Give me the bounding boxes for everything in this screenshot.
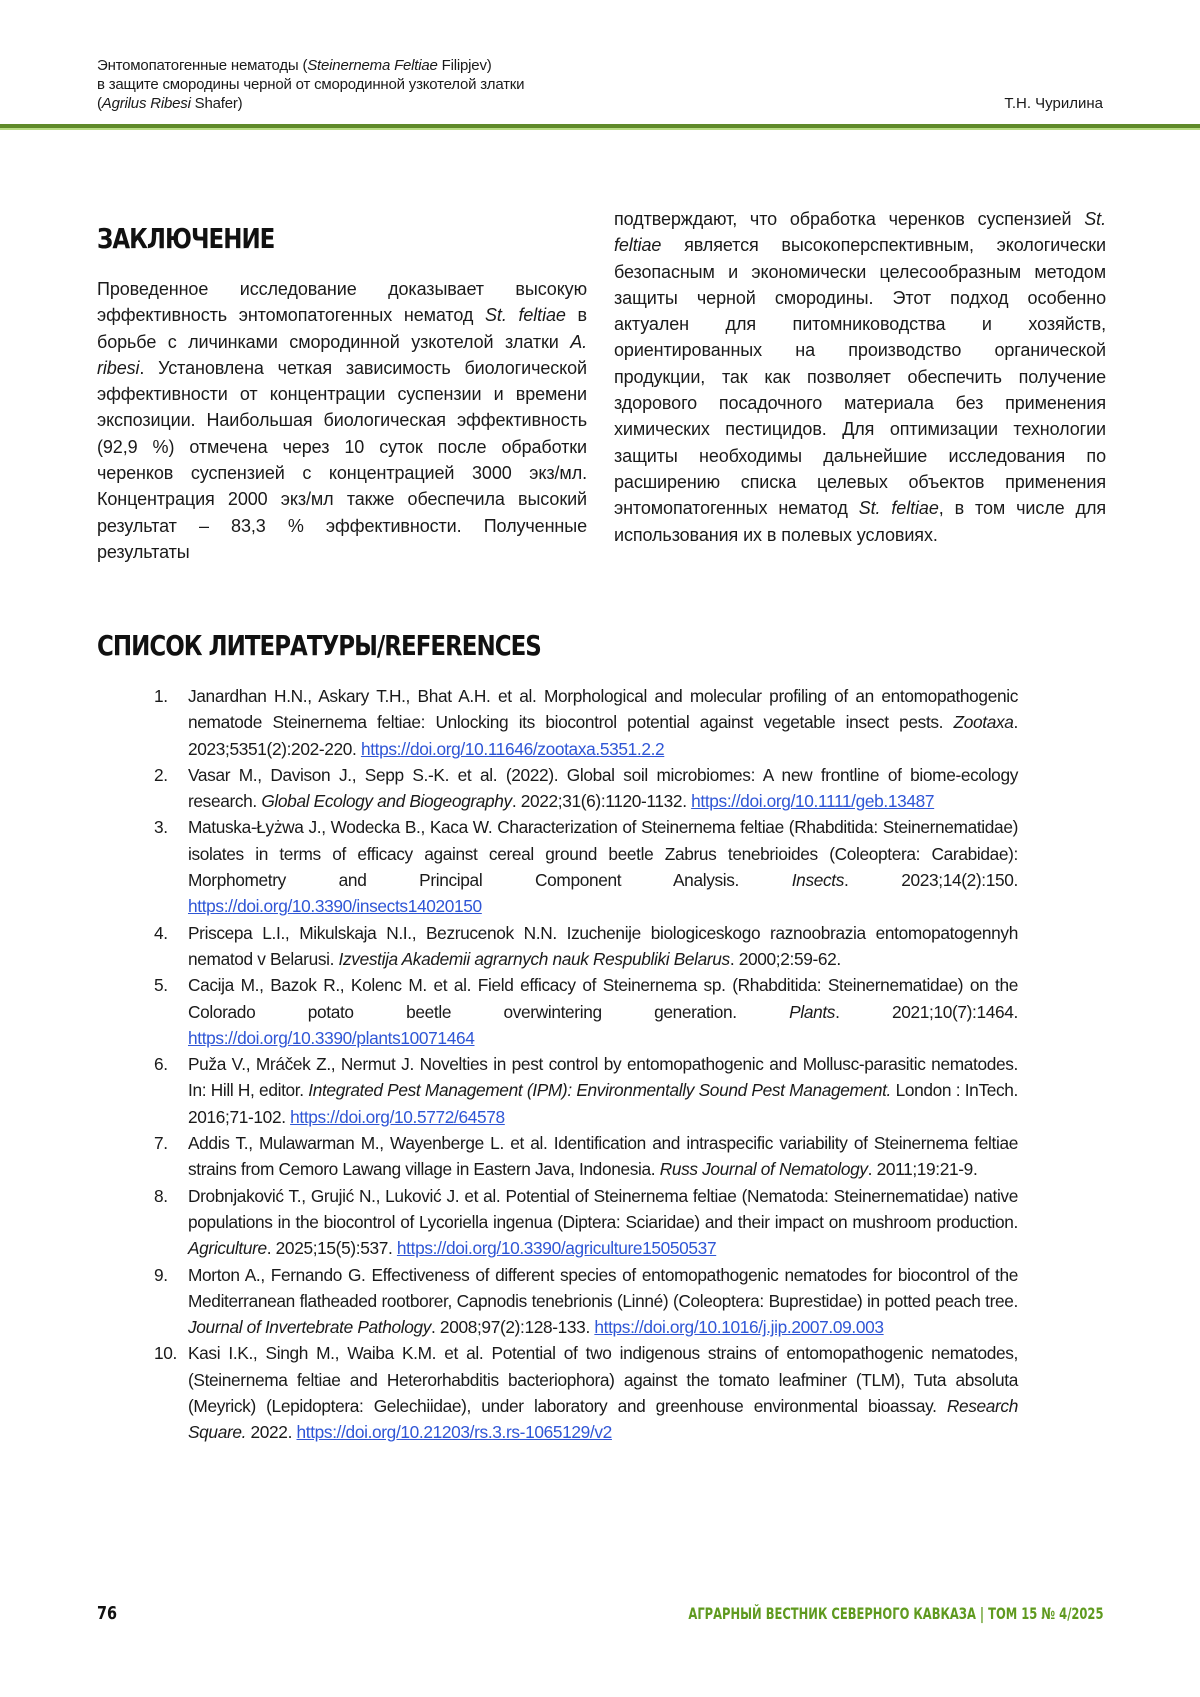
reference-item: 7. Addis T., Mulawarman M., Wayenberge L. et al. Identification and intraspecific variability of Steinernema feltiae strains from Cemoro Lawang village in Eastern Java, Indonesia. Russ Journal of Nematology. 2011;19:21-9.: [154, 1133, 1018, 1180]
running-head-title-line-3: (Agrilus Ribesi Shafer): [97, 95, 243, 112]
references-heading: СПИСОК ЛИТЕРАТУРЫ/REFERENCES: [97, 629, 541, 662]
journal-footer: АГРАРНЫЙ ВЕСТНИК СЕВЕРНОГО КАВКАЗА | ТОМ 15 № 4/2025: [687, 1604, 1103, 1623]
journal-title: Journal of Invertebrate Pathology: [188, 1317, 432, 1338]
reference-item: 5. Cacija M., Bazok R., Kolenc M. et al. Field efficacy of Steinernema sp. (Rhabditida: Steinernematidae) on the Colorado potato beetle overwintering generation. Plants. 2021;10(7):1464. https://doi.org/10.3390/plants10071464: [154, 975, 1019, 1048]
species-name: St. feltiae: [858, 498, 939, 519]
running-head-title: [97, 56, 797, 113]
reference-item: 1. Janardhan H.N., Askary T.H., Bhat A.H. et al. Morphological and molecular profiling of an entomopathogenic nematode Steinernema feltiae: Unlocking its biocontrol potential against vegetable insect pests. Zootaxa. 2023;5351(2):202-220. https://doi.org/10.11646/zootaxa.5351.2.2: [154, 686, 1018, 759]
reference-item: 10. Kasi I.K., Singh M., Waiba K.M. et al. Potential of two indigenous strains of entomopathogenic nematodes, (Steinernema feltiae and Heterorhabditis bacteriophora) against the tomato leafminer (TLM), Tuta absoluta (Meyrick) (Lepidoptera: Gelechiidae), under laboratory and greenhouse environmental bioassay. Research Square. 2022. https://doi.org/10.21203/rs.3.rs-1065129/v2: [154, 1343, 1018, 1443]
reference-item: 8. Drobnjaković T., Grujić N., Luković J. et al. Potential of Steinernema feltiae (Nematoda: Steinernematidae) native populations in the biocontrol of Lycoriella ingenua (Diptera: Sciaridae) and their impact on mushroom production. Agriculture. 2025;15(5):537. https://doi.org/10.3390/agriculture15050537: [154, 1185, 1018, 1259]
doi-link[interactable]: https://doi.org/10.11646/zootaxa.5351.2.2: [360, 738, 665, 759]
journal-title: Research Square.: [188, 1396, 1018, 1443]
running-head-author: Т.Н. Чурилина: [1004, 95, 1103, 112]
doi-link[interactable]: https://doi.org/10.1111/geb.13487: [691, 791, 935, 812]
doi-link[interactable]: https://doi.org/10.21203/rs.3.rs-1065129/v2: [296, 1422, 612, 1443]
conclusion-column-left: Проведенное исследование доказывает высокую эффективность энтомопатогенных нематод St. feltiae в борьбе с личинками смородинной узкотелой златки A. ribesi. Установлена четкая зависимость биологической эффективности от концентрации суспензии и времени экспозиции. Наибольшая биологическая эффективность (92,9 %) отмечена через 10 суток после обработки черенков суспензией с концентрацией 3000 экз/мл. Концентрация 2000 экз/мл также обеспечила высокий результат – 83,3 % эффективности. Полученные результаты: [97, 279, 587, 562]
species-name: A. ribesi: [97, 331, 587, 378]
reference-item: 2. Vasar M., Davison J., Sepp S.-K. et al. (2022). Global soil microbiomes: A new frontline of biome-ecology research. Global Ecology and Biogeography. 2022;31(6):1120-1132. https://doi.org/10.1111/geb.13487: [154, 764, 1018, 812]
journal-title: Izvestija Akademii agrarnych nauk Respubliki Belarus: [338, 948, 730, 969]
page-number: 76: [97, 1603, 118, 1624]
species-name: St. feltiae: [614, 209, 1106, 256]
running-head-title-line-2: в защите смородины черной от смородинной узкотелой златки: [97, 76, 525, 93]
header-rule-highlight: [0, 128, 1200, 130]
doi-link[interactable]: https://doi.org/10.3390/plants10071464: [188, 1027, 475, 1048]
reference-item: 4. Priscepa L.I., Mikulskaja N.I., Bezrucenok N.N. Izuchenije biologiceskogo raznoobrazia entomopatogennyh nematod v Belarusi. Izvestija Akademii agrarnych nauk Respubliki Belarus. 2000;2:59-62.: [154, 922, 1018, 969]
reference-item: 3. Matuska-Łyżwa J., Wodecka B., Kaca W. Characterization of Steinernema feltiae (Rhabditida: Steinernematidae) isolates in terms of efficacy against cereal ground beetle Zabrus tenebrioides (Coleoptera: Carabidae): Morphometry and Principal Component Analysis. Insects. 2023;14(2):150. https://doi.org/10.3390/insects14020150: [154, 817, 1018, 917]
doi-link[interactable]: https://doi.org/10.5772/64578: [290, 1106, 505, 1127]
doi-link[interactable]: https://doi.org/10.3390/insects14020150: [188, 896, 482, 917]
running-head-title-line-1: Энтомопатогенные нематоды (Steinernema Feltiae Filipjev): [97, 57, 492, 74]
doi-link[interactable]: https://doi.org/10.3390/agriculture15050537: [396, 1238, 717, 1259]
species-name: St. feltiae: [485, 305, 566, 326]
references-list: [150, 683, 1018, 1446]
journal-title: Agriculture: [188, 1238, 267, 1259]
running-head: [97, 56, 1103, 113]
doi-link[interactable]: https://doi.org/10.1016/j.jip.2007.09.003: [594, 1317, 884, 1338]
journal-title: Zootaxa: [953, 712, 1014, 733]
reference-item: 9. Morton A., Fernando G. Effectiveness of different species of entomopathogenic nematodes for biocontrol of the Mediterranean flatheaded rootborer, Capnodis tenebrionis (Linné) (Coleoptera: Buprestidae) in potted peach tree. Journal of Invertebrate Pathology. 2008;97(2):128-133. https://doi.org/10.1016/j.jip.2007.09.003: [154, 1264, 1018, 1338]
reference-item: 6. Puža V., Mráček Z., Nermut J. Novelties in pest control by entomopathogenic and Mollusc-parasitic nematodes. In: Hill H, editor. Integrated Pest Management (IPM): Environmentally Sound Pest Management. London : InTech. 2016;71-102. https://doi.org/10.5772/64578: [154, 1054, 1018, 1127]
journal-title: Insects: [791, 870, 845, 891]
journal-title: Global Ecology and Biogeography: [261, 791, 512, 812]
conclusion-heading: ЗАКЛЮЧЕНИЕ: [97, 222, 275, 255]
journal-title: Plants: [789, 1001, 836, 1022]
journal-title: Russ Journal of Nematology: [659, 1159, 868, 1180]
journal-title: Integrated Pest Management (IPM): Environmentally Sound Pest Management.: [308, 1080, 891, 1101]
conclusion-column-right: подтверждают, что обработка черенков суспензией St. feltiae является высокоперспективным, экологически безопасным и экономически целесообразным методом защиты черной смородины. Этот подход особенно актуален для питомниководства и хозяйств, ориентированных на производство органической продукции, так как позволяет обеспечить получение здорового посадочного материала без применения химических пестицидов. Для оптимизации технологии защиты необходимы дальнейшие исследования по расширению списка целевых объектов применения энтомопатогенных нематод St. feltiae, в том числе для использования их в полевых условиях.: [614, 209, 1106, 545]
